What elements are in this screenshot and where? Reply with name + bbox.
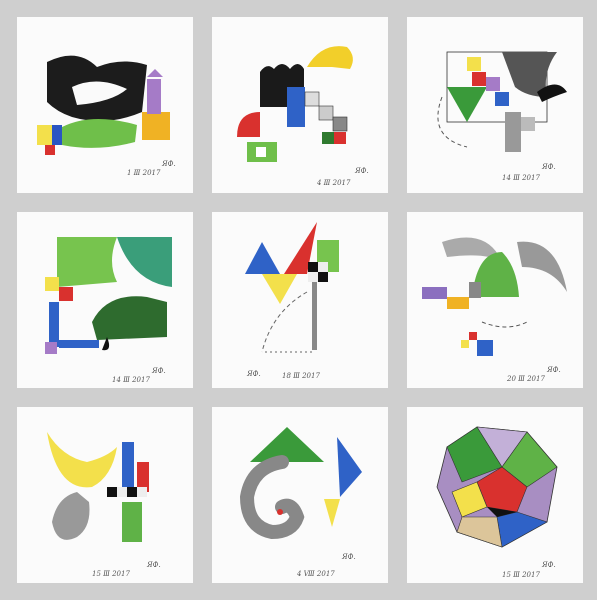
artwork-card-8[interactable] xyxy=(212,407,388,583)
artwork-card-6[interactable] xyxy=(407,212,583,388)
artwork-9-signature: ЯФ. xyxy=(542,561,556,569)
artwork-8-signature: ЯФ. xyxy=(342,553,356,561)
artwork-9-image xyxy=(407,407,583,583)
artwork-card-1[interactable] xyxy=(17,17,193,193)
artwork-7-date: 15 Ⅲ 2017 xyxy=(92,570,130,578)
artwork-8-image xyxy=(212,407,388,583)
artwork-2-date: 4 Ⅲ 2017 xyxy=(317,179,351,187)
artwork-4-image xyxy=(17,212,193,388)
artwork-card-9[interactable] xyxy=(407,407,583,583)
artwork-1-date: 1 Ⅲ 2017 xyxy=(127,169,161,177)
artwork-6-signature: ЯФ. xyxy=(547,366,561,374)
artwork-4-date: 14 Ⅲ 2017 xyxy=(112,376,150,384)
artwork-6-image xyxy=(407,212,583,388)
artwork-card-5[interactable] xyxy=(212,212,388,388)
artwork-3-signature: ЯФ. xyxy=(542,163,556,171)
artwork-7-signature: ЯФ. xyxy=(147,561,161,569)
artwork-card-2[interactable] xyxy=(212,17,388,193)
artwork-1-signature: ЯФ. xyxy=(162,160,176,168)
artwork-5-image xyxy=(212,212,388,388)
artwork-card-7[interactable] xyxy=(17,407,193,583)
artwork-3-image xyxy=(407,17,583,193)
artwork-4-signature: ЯФ. xyxy=(152,367,166,375)
artwork-8-date: 4 Ⅷ 2017 xyxy=(297,570,335,578)
artwork-3-date: 14 Ⅲ 2017 xyxy=(502,174,540,182)
artwork-6-date: 20 Ⅲ 2017 xyxy=(507,375,545,383)
artwork-card-4[interactable] xyxy=(17,212,193,388)
artwork-9-date: 15 Ⅲ 2017 xyxy=(502,571,540,579)
artwork-7-image xyxy=(17,407,193,583)
artwork-5-date: 18 Ⅲ 2017 xyxy=(282,372,320,380)
artwork-2-signature: ЯФ. xyxy=(355,167,369,175)
artwork-card-3[interactable] xyxy=(407,17,583,193)
artwork-5-signature: ЯФ. xyxy=(247,370,261,378)
